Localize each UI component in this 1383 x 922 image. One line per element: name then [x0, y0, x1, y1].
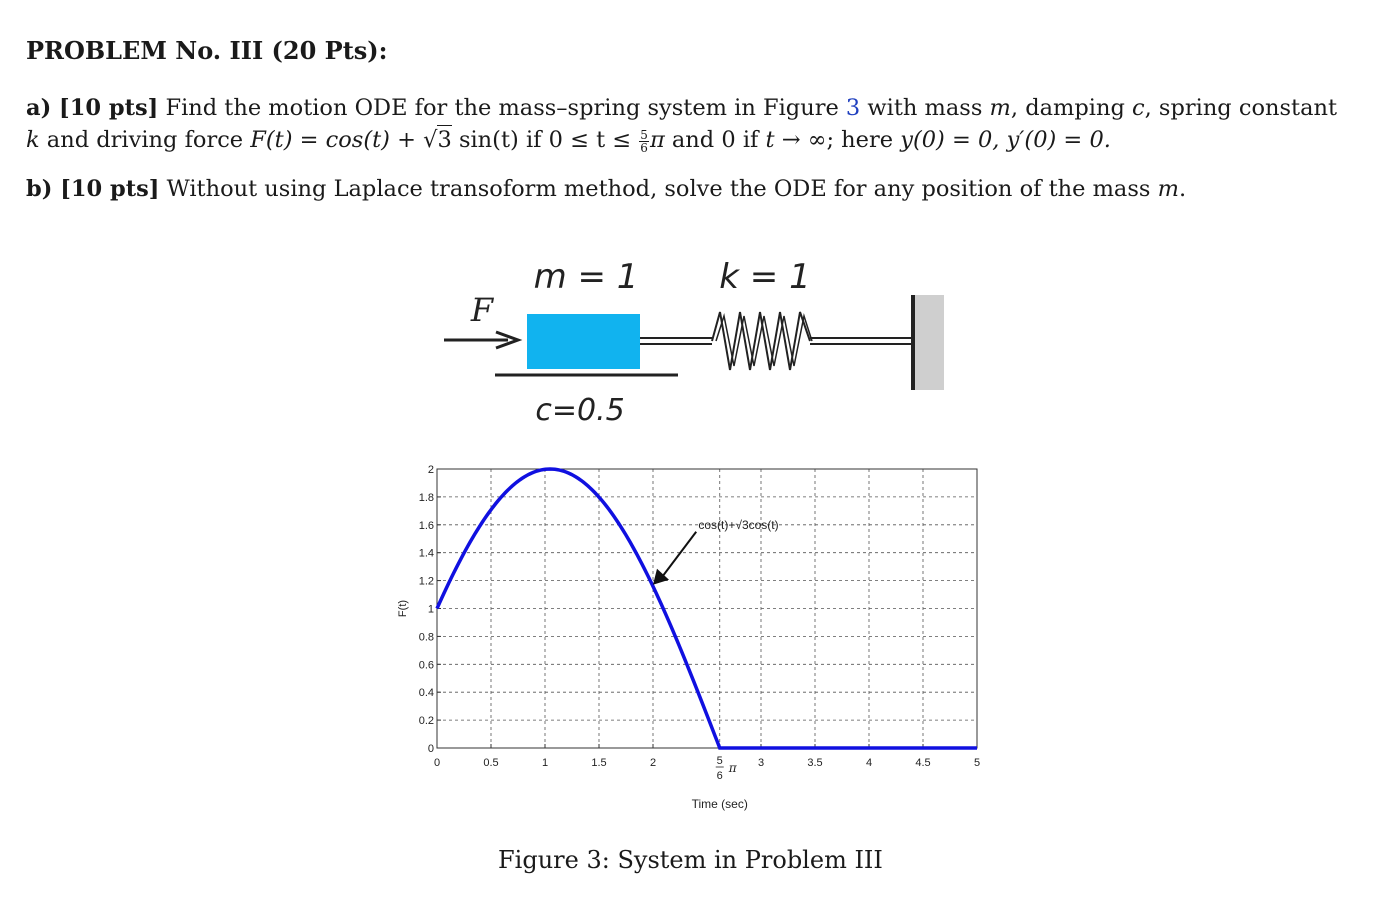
mass-label: m = 1	[533, 257, 639, 297]
initial-conditions: y(0) = 0, y′(0) = 0.	[900, 127, 1111, 153]
var-m: m	[989, 95, 1011, 121]
part-a-damping-text: , damping	[1010, 95, 1125, 121]
y-tick-label: 0	[427, 743, 434, 755]
x-axis-label: Time (sec)	[691, 797, 748, 811]
part-b-period: .	[1178, 176, 1187, 202]
y-tick-label: 1	[427, 603, 434, 616]
x-tick-label: 2	[649, 757, 657, 769]
chart-grid	[437, 469, 977, 748]
x-tick-label: 0	[433, 757, 441, 769]
arrow-shaft	[663, 532, 696, 576]
part-a-spring-text: , spring constant	[1144, 95, 1338, 121]
sqrt-argument: 3	[437, 127, 452, 153]
x-tick-frac-den: 6	[716, 770, 723, 782]
part-a-label: a) [10 pts]	[26, 95, 159, 121]
pi-symbol: π	[649, 127, 665, 153]
curve-annotation-label: cos(t)+√3cos(t)	[698, 517, 779, 532]
y-tick-label: 0.2	[418, 715, 434, 728]
here-text: ; here	[826, 127, 894, 153]
x-tick-label: 0.5	[483, 757, 499, 769]
if-range: if 0 ≤ t ≤	[525, 127, 632, 153]
force-expression: F(t) = cos(t) +	[250, 127, 424, 153]
mass-spring-diagram	[0, 0, 1383, 460]
part-a-driving-text: and driving force	[46, 127, 244, 153]
x-tick-frac-num: 5	[716, 755, 723, 767]
y-tick-label: 1.6	[418, 519, 434, 532]
var-c: c	[1132, 95, 1145, 121]
var-m-b: m	[1157, 176, 1179, 202]
sqrt-symbol: √	[423, 127, 438, 153]
y-tick-label: 1.8	[418, 491, 434, 504]
part-a-text: Find the motion ODE for the mass–spring system in Figure	[165, 95, 839, 121]
spring-label: k = 1	[719, 257, 811, 297]
y-axis-label: F(t)	[397, 599, 409, 618]
force-label: F	[470, 291, 494, 329]
fraction-5-6: $\frac{5}{6}$	[640, 127, 648, 155]
y-tick-label: 0.4	[418, 687, 434, 700]
x-tick-pi: π	[728, 761, 737, 775]
problem-heading: PROBLEM No. III (20 Pts):	[26, 36, 388, 65]
y-tick-label: 1.2	[418, 575, 434, 588]
x-tick-label: 4.5	[915, 757, 931, 769]
mass-block	[527, 314, 640, 369]
y-tick-label: 0.8	[418, 631, 434, 644]
sin-part: sin(t)	[458, 127, 519, 153]
y-axis-ticks	[419, 464, 441, 755]
y-tick-label: 0.6	[418, 659, 434, 672]
figure-reference-link[interactable]: 3	[845, 95, 861, 121]
and-zero-text: and 0 if	[671, 127, 759, 153]
var-k: k	[26, 127, 40, 153]
part-a-with-mass: with mass	[867, 95, 983, 121]
x-tick-label: 5	[973, 757, 981, 769]
x-tick-label: 3.5	[807, 757, 823, 769]
x-tick-label: 1	[541, 757, 549, 769]
limit-expression: t → ∞	[765, 127, 827, 153]
part-b-text: Without using Laplace transoform method, solve the ODE for any position of the mass	[166, 176, 1151, 202]
force-chart	[390, 455, 990, 820]
x-tick-label: 4	[865, 757, 873, 769]
figure-caption: Figure 3: System in Problem III	[498, 846, 883, 874]
damping-label: c=0.5	[535, 393, 625, 428]
part-b-label: b) [10 pts]	[26, 176, 160, 202]
x-tick-label: 1.5	[591, 757, 607, 769]
wall	[914, 295, 944, 390]
x-tick-label: 3	[757, 757, 765, 769]
y-tick-label: 2	[427, 464, 434, 476]
annotation-arrow	[653, 532, 696, 585]
y-tick-label: 1.4	[418, 547, 434, 560]
